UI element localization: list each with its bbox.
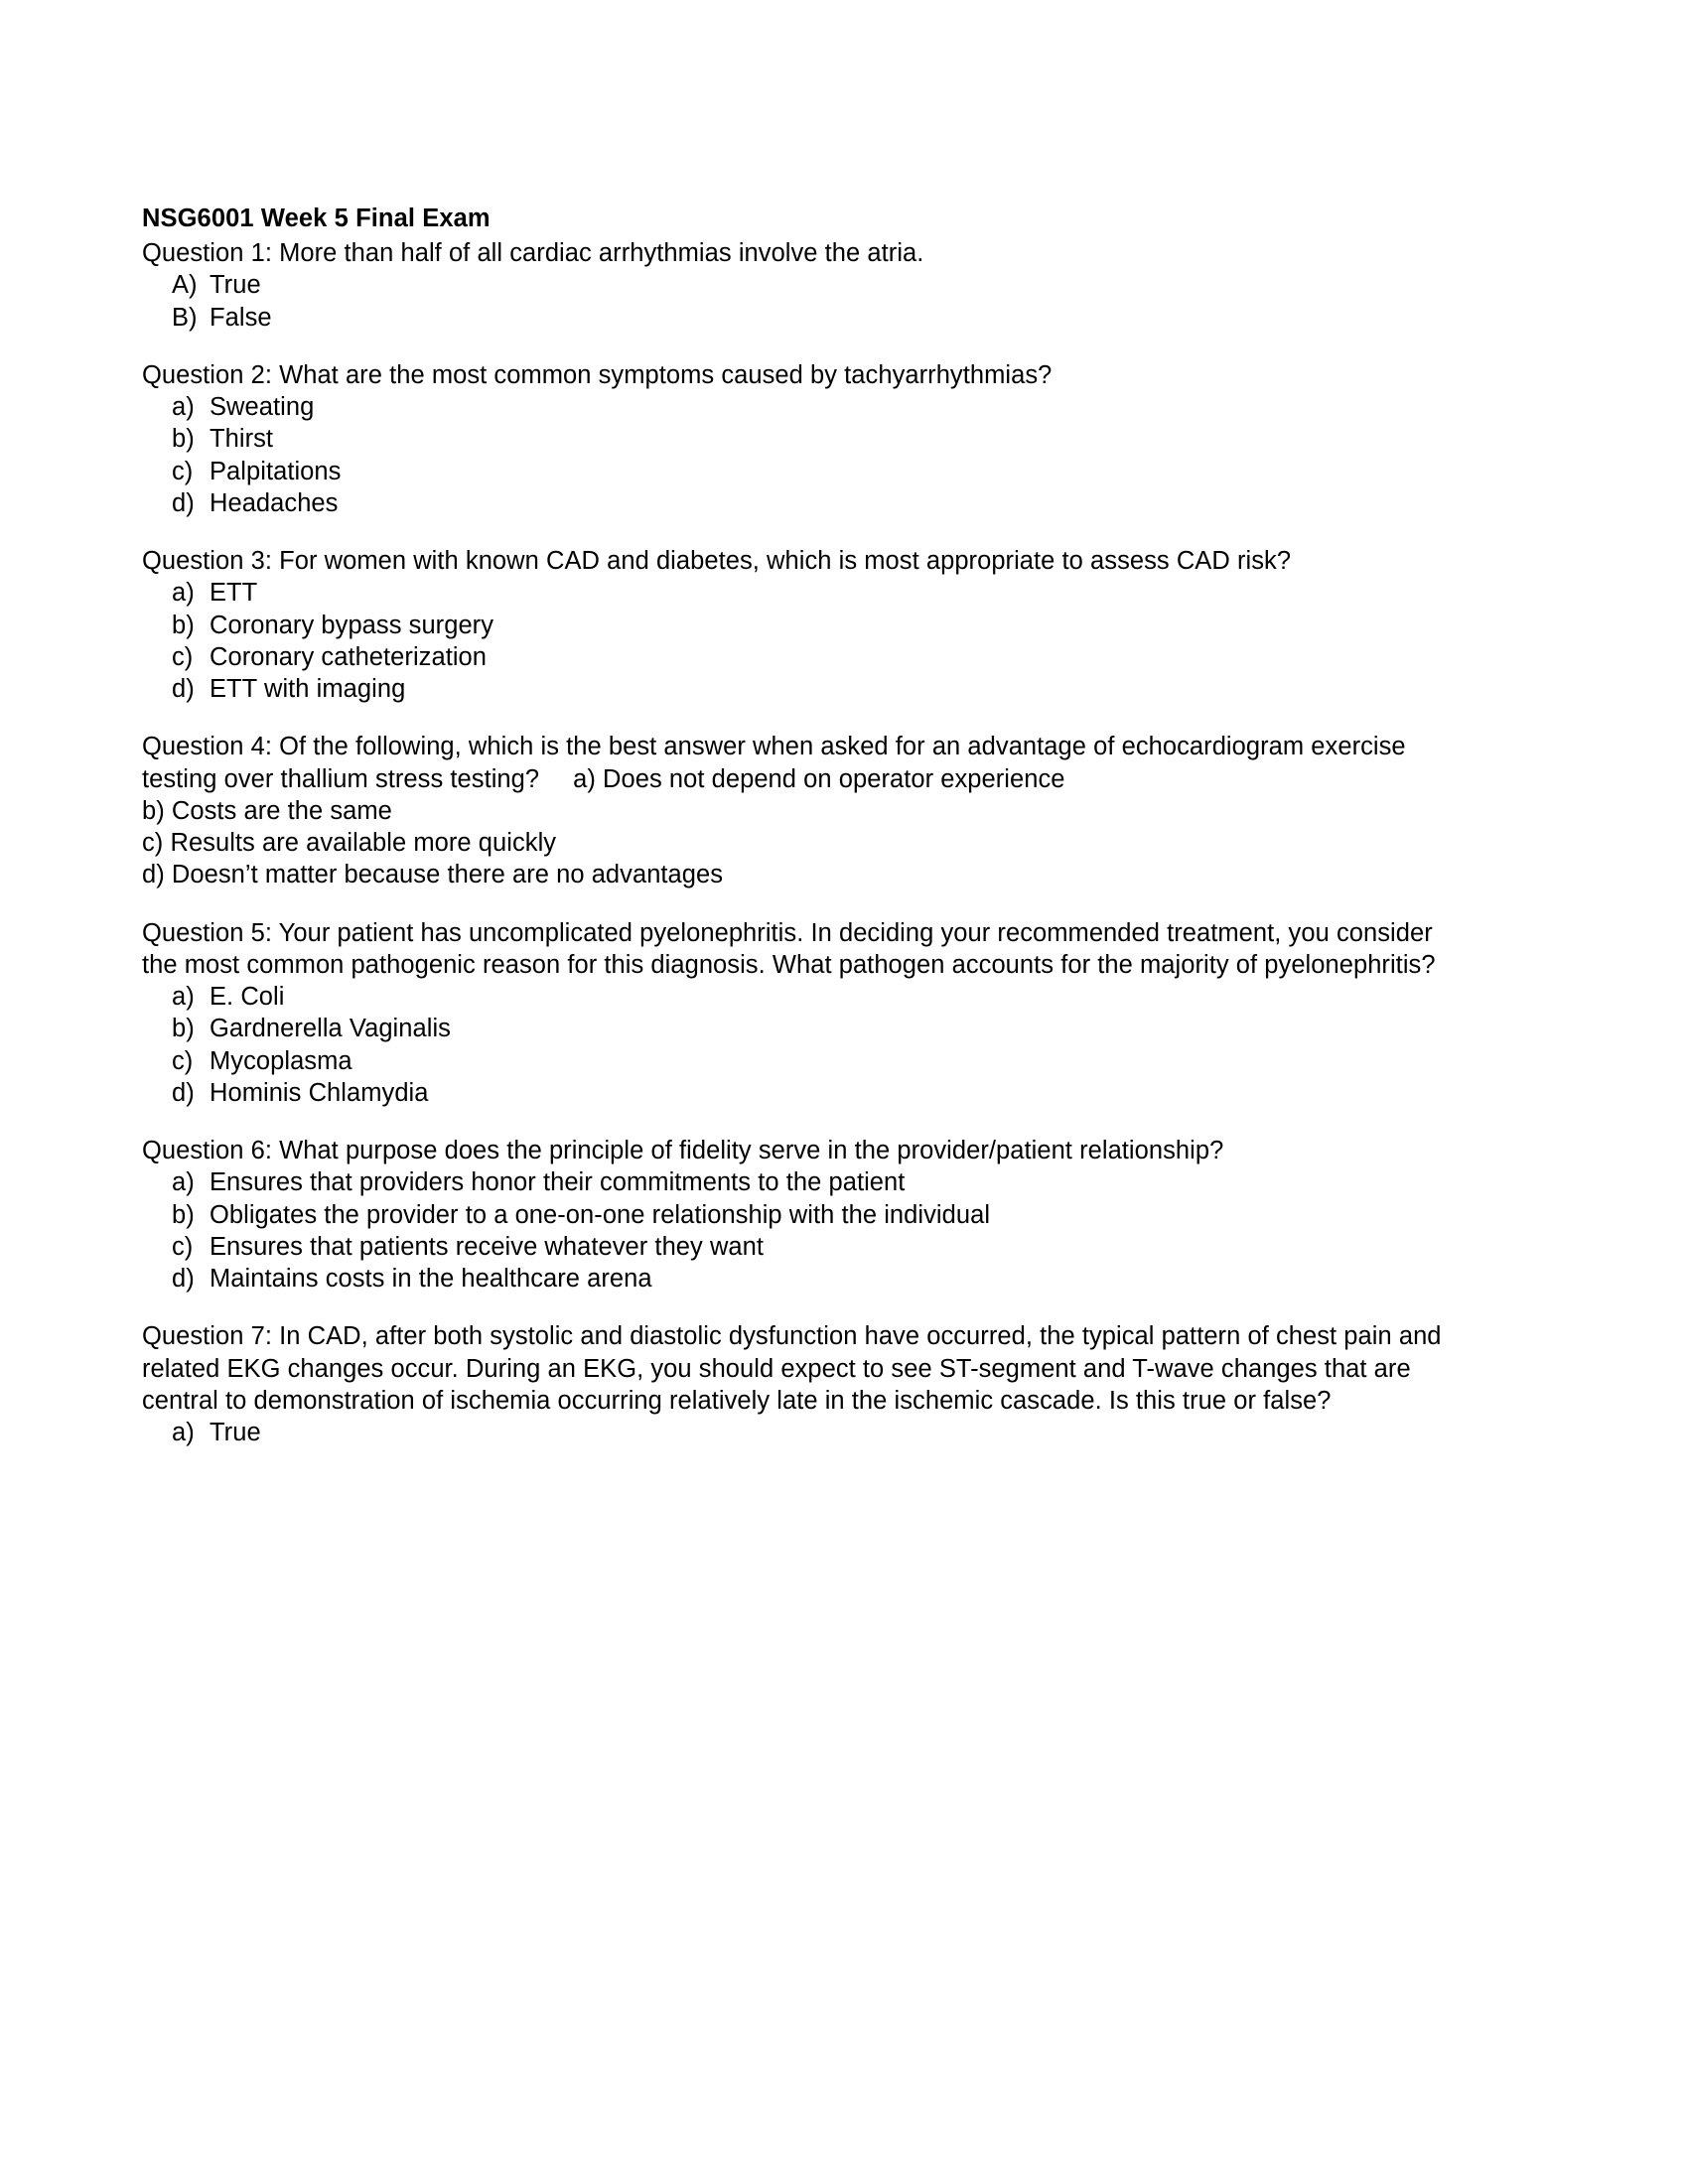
answer-option[interactable] [142,641,1453,673]
answer-option[interactable] [142,1013,1453,1044]
answer-option[interactable] [142,487,1453,519]
answer-options-list [142,981,1453,1109]
question-prompt: Question 5: Your patient has uncomplicated pyelonephritis. In deciding your recommended treatment, you consider the most common pathogenic reason for this diagnosis. What pathogen accounts for the majority of pyelonephritis? [142,918,1436,979]
answer-option[interactable] [142,1263,1453,1295]
option-label: Thirst [210,425,274,454]
option-label: Mycoplasma [210,1046,352,1075]
option-marker: d) [172,1078,195,1107]
option-marker: d) [172,675,195,704]
option-label: Coronary bypass surgery [210,611,494,639]
answer-option[interactable] [142,1045,1453,1077]
answer-option[interactable] [142,981,1453,1013]
question-block-q7 [142,1320,1453,1448]
question-block-q4 [142,731,1453,890]
option-marker: a) [172,983,195,1012]
answer-option[interactable]: d) Doesn’t matter because there are no advantages [142,861,724,889]
option-marker: B) [172,303,198,332]
answer-options-list [142,577,1453,705]
question-prompt-text: Question 4: Of the following, which is the best answer when asked for an advantage of echocardiogram exercise testing over thallium stress testing? [142,733,1406,793]
option-marker: A) [172,271,198,300]
option-label: Headaches [210,488,339,517]
option-label: E. Coli [210,983,285,1012]
option-label: True [210,271,261,300]
option-label: Coronary catheterization [210,642,488,671]
option-label: ETT [210,579,258,608]
option-marker: c) [172,642,194,671]
question-prompt: Question 7: In CAD, after both systolic and diastolic dysfunction have occurred, the typical pattern of chest pain and related EKG changes occur. During an EKG, you should expect to see ST-segment and T-wave changes that are central to demonstration of ischemia occurring relatively late in the ischemic cascade. Is this true or false? [142,1322,1442,1415]
answer-option[interactable] [142,456,1453,487]
option-marker: c) [172,1232,194,1261]
spacer [142,1109,1453,1135]
question-prompt: Question 2: What are the most common symptoms caused by tachyarrhythmias? [142,360,1053,389]
answer-option[interactable] [142,269,1453,301]
answer-option[interactable] [142,1417,1453,1448]
option-marker: b) [172,1200,195,1229]
option-label: Palpitations [210,457,342,485]
answer-option[interactable] [142,302,1453,334]
question-prompt: Question 1: More than half of all cardiac arrhythmias involve the atria. [142,239,924,268]
question-block-q3 [142,545,1453,705]
answer-option[interactable] [142,610,1453,641]
answer-options-list [142,1166,1453,1295]
spacer [142,334,1453,359]
option-marker: a) [172,1168,195,1197]
answer-option[interactable] [142,1199,1453,1231]
option-label: Ensures that patients receive whatever they want [210,1232,765,1261]
answer-options-list [142,269,1453,334]
option-marker: b) [172,1015,195,1043]
option-label: Sweating [210,393,315,422]
document-body [142,203,1453,1448]
option-marker: d) [172,1265,195,1294]
spacer [142,705,1453,731]
option-label: True [210,1419,261,1447]
question-block-q1 [142,237,1453,334]
question-prompt: Question 6: What purpose does the principle of fidelity serve in the provider/patient relationship? [142,1137,1224,1165]
option-marker: c) [172,1046,194,1075]
answer-option[interactable]: b) Costs are the same [142,796,392,825]
page-title: NSG6001 Week 5 Final Exam [142,205,491,232]
answer-option[interactable]: a) Does not depend on operator experience [573,764,1065,793]
option-marker: c) [172,457,194,485]
answer-option[interactable] [142,423,1453,455]
option-label: Obligates the provider to a one-on-one relationship with the individual [210,1200,991,1229]
question-block-q2 [142,359,1453,519]
option-marker: a) [172,393,195,422]
option-label: ETT with imaging [210,675,406,704]
answer-option[interactable] [142,577,1453,609]
answer-option[interactable] [142,673,1453,705]
option-marker: b) [172,425,195,454]
option-marker: a) [172,579,195,608]
answer-option[interactable] [142,1077,1453,1109]
option-marker: b) [172,611,195,639]
spacer [142,519,1453,545]
spacer [142,1295,1453,1320]
answer-option[interactable] [142,1166,1453,1198]
answer-option[interactable] [142,1231,1453,1263]
answer-options-list [142,1417,1453,1448]
option-label: Gardnerella Vaginalis [210,1015,451,1043]
option-label: Ensures that providers honor their commitments to the patient [210,1168,906,1197]
answer-option[interactable] [142,391,1453,423]
answer-options-list [142,391,1453,519]
option-label: Hominis Chlamydia [210,1078,429,1107]
option-marker: d) [172,488,195,517]
option-marker: a) [172,1419,195,1447]
option-label: Maintains costs in the healthcare arena [210,1265,652,1294]
answer-option[interactable]: c) Results are available more quickly [142,829,557,858]
option-label: False [210,303,272,332]
question-block-q5 [142,917,1453,1110]
question-block-q6 [142,1135,1453,1295]
spacer [142,891,1453,917]
question-prompt [142,731,1453,795]
question-prompt: Question 3: For women with known CAD and diabetes, which is most appropriate to assess CAD risk? [142,547,1292,576]
